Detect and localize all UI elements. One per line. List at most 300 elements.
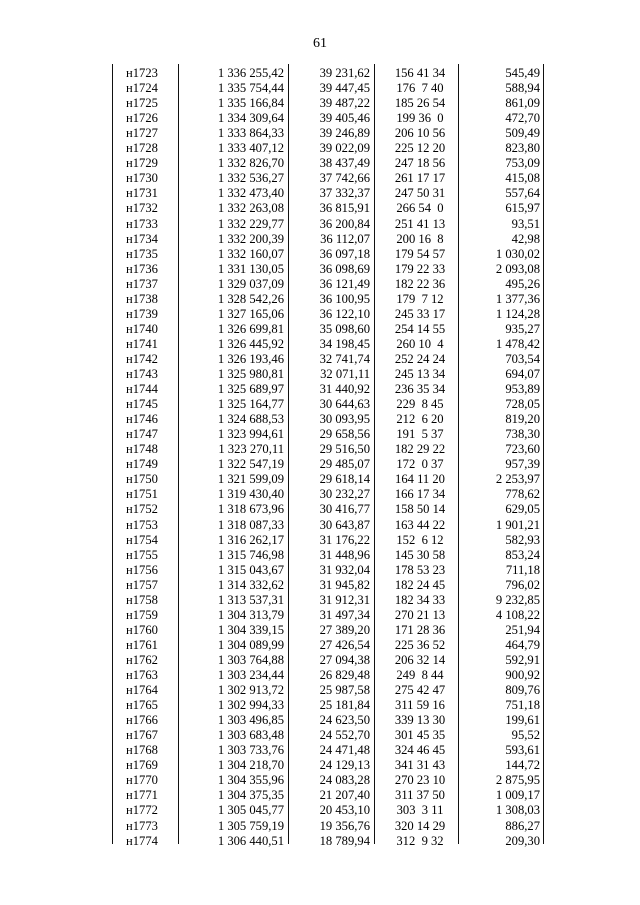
direction-angle: 247 50 31 [394,186,446,201]
coord-y: 36 815,91 [319,201,370,216]
distance: 823,80 [505,141,540,156]
coord-y: 31 448,96 [319,547,370,562]
direction-angle: 275 42 47 [394,683,446,698]
direction-angle: 247 18 56 [394,156,446,171]
coord-y: 24 552,70 [319,728,370,743]
point-id: н1747 [126,427,158,442]
coord-y: 36 121,49 [319,276,370,291]
distance: 199,61 [505,713,540,728]
coord-y: 36 097,18 [319,246,370,261]
distance: 1 308,03 [495,803,540,818]
table-row [112,277,544,292]
distance: 819,20 [505,412,540,427]
distance: 1 124,28 [495,306,540,321]
coord-x: 1 332 229,77 [217,216,284,231]
table-row [112,683,544,698]
table-row [112,217,544,232]
table-row [112,728,544,743]
point-id: н1768 [126,743,158,758]
coord-y: 36 122,10 [319,306,370,321]
coord-y: 36 098,69 [319,261,370,276]
table-row [112,186,544,201]
direction-angle: 311 37 50 [395,788,445,803]
coord-y: 25 987,58 [319,683,370,698]
coord-x: 1 314 332,62 [217,577,284,592]
table-row [112,548,544,563]
table-row [112,758,544,773]
direction-angle: 152 6 12 [396,532,444,547]
distance: 472,70 [505,111,540,126]
distance: 694,07 [505,367,540,381]
coord-y: 20 453,10 [319,803,370,818]
distance: 711,18 [505,562,540,577]
coord-x: 1 332 826,70 [217,156,284,171]
point-id: н1742 [126,351,158,366]
distance: 144,72 [505,758,540,773]
direction-angle: 158 50 14 [394,502,446,517]
direction-angle: 339 13 30 [394,713,446,728]
coord-x: 1 315 043,67 [217,562,284,577]
coord-x: 1 332 536,27 [217,171,284,186]
table-row [112,126,544,141]
direction-angle: 191 5 37 [396,427,444,442]
distance: 209,30 [505,833,540,848]
table-row [112,322,544,337]
distance: 588,94 [505,81,540,96]
table-row [112,262,544,277]
point-id: н1732 [126,201,158,216]
table-row [112,307,544,322]
direction-angle: 179 7 12 [396,291,444,306]
coord-y: 24 471,48 [319,743,370,758]
distance: 778,62 [505,487,540,502]
table-row [112,442,544,457]
table-row [112,487,544,502]
coord-y: 31 497,34 [319,607,370,622]
distance: 495,26 [505,276,540,291]
table-row [112,668,544,683]
coord-y: 36 100,95 [319,291,370,306]
direction-angle: 245 33 17 [394,306,446,321]
direction-angle: 236 35 34 [394,382,446,397]
coord-y: 29 618,14 [319,472,370,487]
point-id: н1755 [126,547,158,562]
point-id: н1760 [126,622,158,637]
direction-angle: 225 36 52 [394,637,446,652]
direction-angle: 312 9 32 [396,833,444,848]
table-row [112,111,544,126]
point-id: н1750 [126,472,158,487]
coord-x: 1 326 193,46 [217,351,284,366]
point-id: н1726 [126,111,158,126]
direction-angle: 176 7 40 [396,81,444,96]
table-row [112,427,544,442]
coord-x: 1 303 496,85 [217,713,284,728]
distance: 95,52 [511,728,540,743]
point-id: н1733 [126,216,158,231]
coord-x: 1 329 037,09 [217,276,284,291]
coord-y: 31 176,22 [319,532,370,547]
direction-angle: 156 41 34 [394,66,446,80]
direction-angle: 206 32 14 [394,652,446,667]
table-row [112,623,544,638]
distance: 728,05 [505,397,540,412]
distance: 853,24 [505,547,540,562]
table-row [112,472,544,487]
point-id: н1762 [126,652,158,667]
direction-angle: 182 34 33 [394,592,446,607]
table-row [112,397,544,412]
coord-y: 39 405,46 [319,111,370,126]
coord-y: 30 644,63 [319,397,370,412]
point-id: н1758 [126,592,158,607]
direction-angle: 266 54 0 [396,201,444,216]
coord-x: 1 304 355,96 [217,773,284,788]
distance: 953,89 [505,382,540,397]
table-row [112,232,544,247]
point-id: н1772 [126,803,158,818]
coord-x: 1 305 759,19 [217,818,284,833]
coord-x: 1 326 445,92 [217,336,284,351]
distance: 629,05 [505,502,540,517]
direction-angle: 200 16 8 [396,231,444,246]
table-row [112,352,544,367]
coord-y: 35 098,60 [319,321,370,336]
point-id: н1741 [126,336,158,351]
table-row [112,518,544,533]
distance: 593,61 [505,743,540,758]
point-id: н1759 [126,607,158,622]
coord-y: 29 516,50 [319,442,370,457]
coord-y: 30 643,87 [319,517,370,532]
point-id: н1735 [126,246,158,261]
distance: 557,64 [505,186,540,201]
point-id: н1740 [126,321,158,336]
distance: 615,97 [505,201,540,216]
coord-x: 1 302 913,72 [217,683,284,698]
coord-x: 1 324 688,53 [217,412,284,427]
coord-y: 18 789,94 [319,833,370,848]
distance: 42,98 [511,231,540,246]
coord-x: 1 319 430,40 [217,487,284,502]
table-row [112,457,544,472]
table-row [112,156,544,171]
table-row [112,608,544,623]
coord-x: 1 336 255,42 [217,66,284,80]
coord-x: 1 306 440,51 [217,833,284,848]
coord-x: 1 332 160,07 [217,246,284,261]
point-id: н1773 [126,818,158,833]
coord-y: 39 231,62 [319,66,370,80]
distance: 464,79 [505,637,540,652]
coord-x: 1 327 165,06 [217,306,284,321]
distance: 582,93 [505,532,540,547]
direction-angle: 303 3 11 [396,803,444,818]
coord-y: 30 416,77 [319,502,370,517]
coord-x: 1 304 313,79 [217,607,284,622]
distance: 1 478,42 [495,336,540,351]
distance: 900,92 [505,668,540,682]
direction-angle: 179 54 57 [394,246,446,261]
distance: 2 093,08 [495,261,540,276]
table-row [112,773,544,788]
coord-y: 30 093,95 [319,412,370,427]
point-id: н1744 [126,382,158,397]
coord-y: 31 932,04 [319,562,370,577]
direction-angle: 182 22 36 [394,276,446,291]
coord-x: 1 322 547,19 [217,457,284,472]
coord-y: 27 426,54 [319,637,370,652]
direction-angle: 206 10 56 [394,126,446,141]
distance: 251,94 [505,622,540,637]
point-id: н1752 [126,502,158,517]
point-id: н1764 [126,683,158,698]
point-id: н1731 [126,186,158,201]
point-id: н1769 [126,758,158,773]
coord-x: 1 303 683,48 [217,728,284,743]
point-id: н1739 [126,306,158,321]
point-id: н1734 [126,231,158,246]
coord-x: 1 323 994,61 [217,427,284,442]
distance: 592,91 [505,652,540,667]
coord-y: 24 623,50 [319,713,370,728]
distance: 415,08 [505,171,540,186]
distance: 2 253,97 [495,472,540,487]
direction-angle: 171 28 36 [394,622,446,637]
coord-x: 1 331 130,05 [217,261,284,276]
direction-angle: 212 6 20 [396,412,444,427]
table-row [112,834,544,849]
point-id: н1723 [126,66,158,80]
coord-y: 21 207,40 [319,788,370,803]
point-id: н1754 [126,532,158,547]
coord-x: 1 326 699,81 [217,321,284,336]
coord-y: 37 742,66 [319,171,370,186]
direction-angle: 185 26 54 [394,96,446,111]
point-id: н1724 [126,81,158,96]
distance: 796,02 [505,577,540,592]
coord-x: 1 323 270,11 [218,442,284,457]
table-row [112,96,544,111]
distance: 93,51 [511,216,540,231]
coord-y: 31 945,82 [319,577,370,592]
point-id: н1763 [126,668,158,682]
coord-x: 1 304 375,35 [217,788,284,803]
direction-angle: 261 17 17 [394,171,446,186]
point-id: н1771 [126,788,158,803]
distance: 751,18 [505,698,540,713]
coord-y: 37 332,37 [319,186,370,201]
direction-angle: 270 21 13 [394,607,446,622]
point-id: н1774 [126,833,158,848]
coord-x: 1 304 339,15 [217,622,284,637]
coord-x: 1 332 473,40 [217,186,284,201]
direction-angle: 301 45 35 [394,728,446,743]
point-id: н1727 [126,126,158,141]
distance: 545,49 [505,66,540,80]
distance: 4 108,22 [495,607,540,622]
coord-y: 27 389,20 [319,622,370,637]
coord-x: 1 333 407,12 [217,141,284,156]
coord-x: 1 303 234,44 [217,668,284,682]
coord-y: 36 200,84 [319,216,370,231]
direction-angle: 249 8 44 [396,668,444,682]
coord-x: 1 303 733,76 [217,743,284,758]
table-row [112,638,544,653]
point-id: н1749 [126,457,158,472]
coord-y: 31 912,31 [319,592,370,607]
table-row [112,698,544,713]
coord-y: 25 181,84 [319,698,370,713]
table-row [112,141,544,156]
coord-y: 19 356,76 [319,818,370,833]
table-row [112,803,544,818]
table-row [112,292,544,307]
table-row [112,593,544,608]
table-row [112,653,544,668]
table-row [112,66,544,81]
direction-angle: 164 11 20 [395,472,445,487]
coord-x: 1 334 309,64 [217,111,284,126]
table-row [112,502,544,517]
table-row [112,367,544,382]
coord-x: 1 302 994,33 [217,698,284,713]
point-id: н1757 [126,577,158,592]
table-row [112,563,544,578]
direction-angle: 182 24 45 [394,577,446,592]
coord-x: 1 335 166,84 [217,96,284,111]
coord-x: 1 333 864,33 [217,126,284,141]
direction-angle: 166 17 34 [394,487,446,502]
point-id: н1737 [126,276,158,291]
coord-x: 1 303 764,88 [217,652,284,667]
table-row [112,247,544,262]
point-id: н1730 [126,171,158,186]
coord-y: 39 246,89 [319,126,370,141]
direction-angle: 179 22 33 [394,261,446,276]
direction-angle: 178 53 23 [394,562,446,577]
direction-angle: 251 41 13 [394,216,446,231]
coord-y: 36 112,07 [320,231,370,246]
table-row [112,382,544,397]
direction-angle: 311 59 16 [395,698,445,713]
point-id: н1745 [126,397,158,412]
coordinates-table [112,64,544,848]
table-row [112,171,544,186]
coord-x: 1 315 746,98 [217,547,284,562]
distance: 723,60 [505,442,540,457]
coord-y: 29 658,56 [319,427,370,442]
coord-y: 39 447,45 [319,81,370,96]
coord-x: 1 325 980,81 [217,367,284,381]
direction-angle: 320 14 29 [394,818,446,833]
point-id: н1770 [126,773,158,788]
table-row [112,201,544,216]
distance: 1 009,17 [495,788,540,803]
table-row [112,713,544,728]
coord-x: 1 321 599,09 [217,472,284,487]
coord-x: 1 335 754,44 [217,81,284,96]
table-row [112,81,544,96]
distance: 9 232,85 [495,592,540,607]
point-id: н1765 [126,698,158,713]
direction-angle: 341 31 43 [394,758,446,773]
page-number: 61 [313,36,327,51]
coord-x: 1 318 087,33 [217,517,284,532]
point-id: н1743 [126,367,158,381]
point-id: н1766 [126,713,158,728]
table-row [112,743,544,758]
distance: 738,30 [505,427,540,442]
coord-x: 1 304 089,99 [217,637,284,652]
direction-angle: 145 30 58 [394,547,446,562]
coord-y: 39 022,09 [319,141,370,156]
coord-x: 1 332 263,08 [217,201,284,216]
coord-x: 1 332 200,39 [217,231,284,246]
distance: 1 030,02 [495,246,540,261]
coord-y: 26 829,48 [319,668,370,682]
table-row [112,788,544,803]
distance: 935,27 [505,321,540,336]
distance: 809,76 [505,683,540,698]
coord-y: 32 741,74 [319,351,370,366]
direction-angle: 229 8 45 [396,397,444,412]
table-row [112,337,544,352]
coord-y: 27 094,38 [319,652,370,667]
coord-y: 24 083,28 [319,773,370,788]
direction-angle: 324 46 45 [394,743,446,758]
direction-angle: 225 12 20 [394,141,446,156]
coord-y: 31 440,92 [319,382,370,397]
table-row [112,819,544,834]
point-id: н1738 [126,291,158,306]
table-row [112,578,544,593]
coord-x: 1 304 218,70 [217,758,284,773]
distance: 861,09 [505,96,540,111]
coord-x: 1 325 164,77 [217,397,284,412]
coord-x: 1 313 537,31 [217,592,284,607]
table-row [112,412,544,427]
point-id: н1728 [126,141,158,156]
distance: 1 377,36 [495,291,540,306]
table-row [112,533,544,548]
direction-angle: 163 44 22 [394,517,446,532]
point-id: н1756 [126,562,158,577]
direction-angle: 172 0 37 [396,457,444,472]
distance: 509,49 [505,126,540,141]
point-id: н1751 [126,487,158,502]
distance: 1 901,21 [495,517,540,532]
coord-y: 34 198,45 [319,336,370,351]
point-id: н1725 [126,96,158,111]
coord-x: 1 305 045,77 [217,803,284,818]
point-id: н1761 [126,637,158,652]
point-id: н1746 [126,412,158,427]
coord-x: 1 328 542,26 [217,291,284,306]
direction-angle: 182 29 22 [394,442,446,457]
direction-angle: 254 14 55 [394,321,446,336]
coord-y: 38 437,49 [319,156,370,171]
coord-x: 1 325 689,97 [217,382,284,397]
point-id: н1736 [126,261,158,276]
coord-y: 39 487,22 [319,96,370,111]
distance: 753,09 [505,156,540,171]
point-id: н1729 [126,156,158,171]
direction-angle: 260 10 4 [396,336,444,351]
point-id: н1748 [126,442,158,457]
distance: 886,27 [505,818,540,833]
coord-y: 32 071,11 [320,367,370,381]
